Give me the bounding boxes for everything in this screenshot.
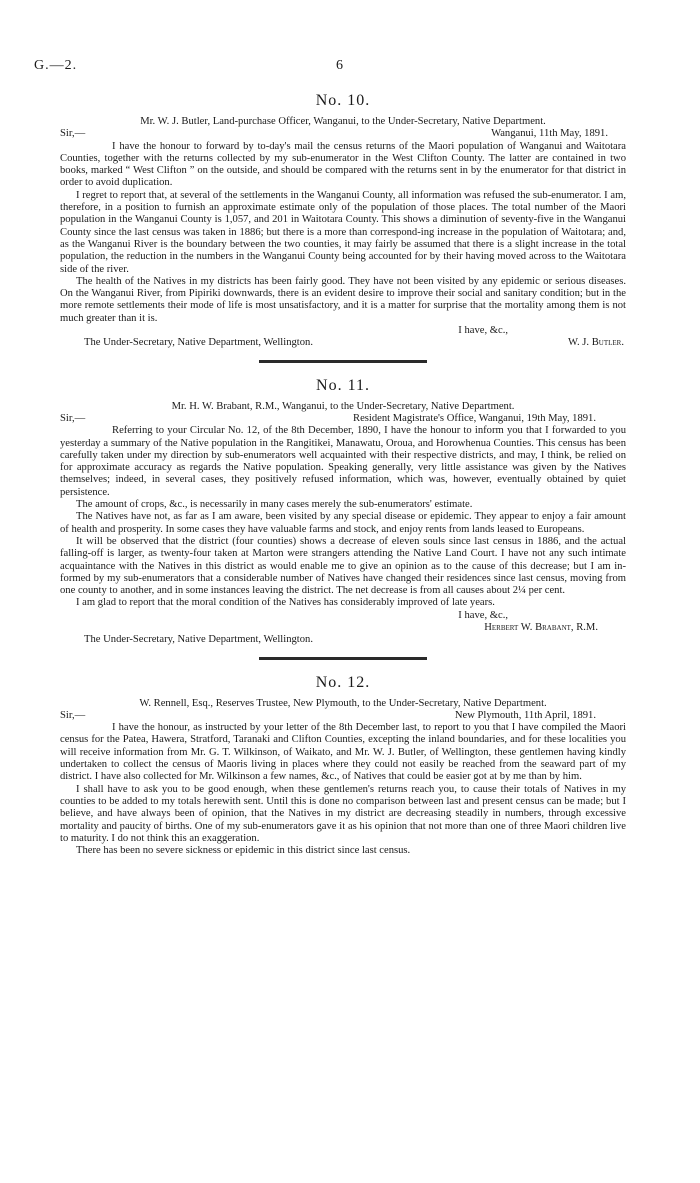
letter-title: Mr. W. J. Butler, Land-purchase Officer, Wanganui, to the Under-Secretary, Native Department.	[140, 116, 546, 127]
letter-title: W. Rennell, Esq., Reserves Trustee, New Plymouth, to the Under-Secretary, Native Department.	[139, 697, 547, 709]
page-number: 6	[336, 58, 343, 73]
salutation: Sir,—	[60, 709, 86, 721]
paragraph: The health of the Natives in my districts has been fairly good. They have not been visited by any epidemic or serious diseases. On the Wanganui River, from Pipiriki downwards, there is an evident desire to improve their social and sanitary condition; but in the more remote settlements their mode of life is most unsatisfactory, and it is a matter for surprise that the mortality among them is not much greater than it is.	[60, 275, 626, 324]
closing: I have, &c.,	[458, 609, 508, 621]
addressee: The Under-Secretary, Native Department, Wellington.	[84, 337, 313, 349]
document-body	[60, 92, 626, 857]
paragraph: The Natives have not, as far as I am aware, been visited by any special disease or epidemic. They appear to enjoy a fair amount of health and prosperity. In some cases they have valuable farms and stock, and enjoy rents from lands leased to Europeans.	[60, 511, 626, 535]
paragraph: I shall have to ask you to be good enough, when these gentlemen's returns reach you, to cause their totals of Natives in my counties to be added to my totals herewith sent. Until this is done no comparison between last and present census can be made; but I believe, and have always been of opinion, that the Natives in my district are decreasing steadily in numbers, through excessive mortality and paucity of births. One of my sub-enumerators gave it as his opinion that not more than one of three Maori children live to maturity. I do not think this an exaggeration.	[60, 783, 626, 844]
section-number: No. 11.	[316, 376, 370, 394]
signature-row	[60, 337, 626, 349]
signature: W. J. Butler.	[567, 337, 624, 349]
paragraph: I regret to report that, at several of the settlements in the Wanganui County, all information was refused the sub-enumerator. I am, therefore, in a position to furnish an approximate estimate only of the population of those places. The total number of the Maori population in the Wanganui County is 1,057, and 201 in Waitotara County. This shows a diminution of seventy-five in the Wanganui County since the last census was taken in 1886; but there is a more than correspond-ing increase in the population of Waitotara; and, as the Wanganui River is the boundary between the two counties, it may fairly be assumed that there is a slight increase in the total population, the reduction in the numbers in the Wanganui County being accounted for by their having moved across to the Waitotara side of the river.	[60, 189, 626, 275]
location-date: Resident Magistrate's Office, Wanganui, 19th May, 1891.	[353, 412, 596, 424]
paragraph: I have the honour, as instructed by your letter of the 8th December last, to report to you that I have compiled the Maori census for the Patea, Hawera, Stratford, Taranaki and Clifton Counties, excepting the inland boundaries, and for these localities you will receive information from Mr. G. T. Wilkinson, of Waikato, and Mr. W. J. Butler, of Wellington, these gentlemen having kindly undertaken to collect the census of Maoris living in places where they could not easily be reached from the seaward part of my district. I have also collected for Mr. Wilkinson a few names, &c., of Natives that could be easier got at by me than by him.	[60, 722, 626, 783]
section-divider	[259, 360, 427, 363]
paragraph: Referring to your Circular No. 12, of the 8th December, 1890, I have the honour to inform you that I forwarded to you yesterday a summary of the Native population in the Rangitikei, Manawatu, Oroua, and Horowhenua Counties. This census has been carefully taken under my direction by sub-enumerators well acquainted with their respective districts, and may, I think, be relied on for approximate accuracy as regards the Native population. Speaking generally, very little assistance was given by the Natives themselves; indeed, in several cases, they positively refused information, which was, however, eventually obtained by quiet persistence.	[60, 425, 626, 498]
location-date: New Plymouth, 11th April, 1891.	[454, 709, 596, 721]
letter-section	[60, 674, 626, 858]
letter-title: Mr. H. W. Brabant, R.M., Wanganui, to the Under-Secretary, Native Department.	[171, 400, 515, 412]
section-divider	[259, 657, 427, 660]
salutation: Sir,—	[60, 128, 86, 140]
addressee: The Under-Secretary, Native Department, Wellington.	[84, 634, 313, 646]
salutation-row	[60, 128, 626, 140]
location-date: Wanganui, 11th May, 1891.	[491, 128, 608, 140]
signature: Herbert W. Brabant, R.M.	[484, 621, 598, 633]
document-reference: G.—2.	[34, 58, 78, 73]
paragraph: There has been no severe sickness or epidemic in this district since last census.	[76, 845, 411, 857]
paragraph: The amount of crops, &c., is necessarily in many cases merely the sub-enumerators' estimate.	[76, 499, 473, 511]
paragraph: I am glad to report that the moral condition of the Natives has considerably improved of late years.	[76, 597, 495, 609]
paragraph: It will be observed that the district (four counties) shows a decrease of eleven souls since last census in 1886, and the actual falling-off is larger, as twenty-four taken at Marton were strangers attending the Native Land Court. I have not any such intimate acquaintance with the Natives in this district as would enable me to give an opinion as to the cause of this decrease; but I am in-formed by my sub-enumerators that a considerable number of Natives have changed their residences since last census, moving from one county to another, and in some instances leaving the district. The net decrease is from all causes about 2¼ per cent.	[60, 535, 626, 597]
section-number: No. 10.	[315, 92, 371, 109]
salutation-row	[60, 413, 626, 425]
paragraph: I have the honour to forward by to-day's mail the census returns of the Maori population of Wanganui and Waitotara Counties, together with the returns collected by my sub-enumerator in the West Clifton County. The latter are contained in two books, marked “ West Clifton ” on the outside, and should be compared with the returns sent in by the enumerator for that district in order to avoid duplication.	[60, 140, 626, 189]
closing: I have, &c.,	[458, 325, 508, 337]
letter-section	[60, 92, 626, 350]
section-number: No. 12.	[315, 673, 371, 691]
salutation: Sir,—	[60, 412, 86, 424]
letter-section	[60, 377, 626, 647]
salutation-row	[60, 710, 626, 722]
